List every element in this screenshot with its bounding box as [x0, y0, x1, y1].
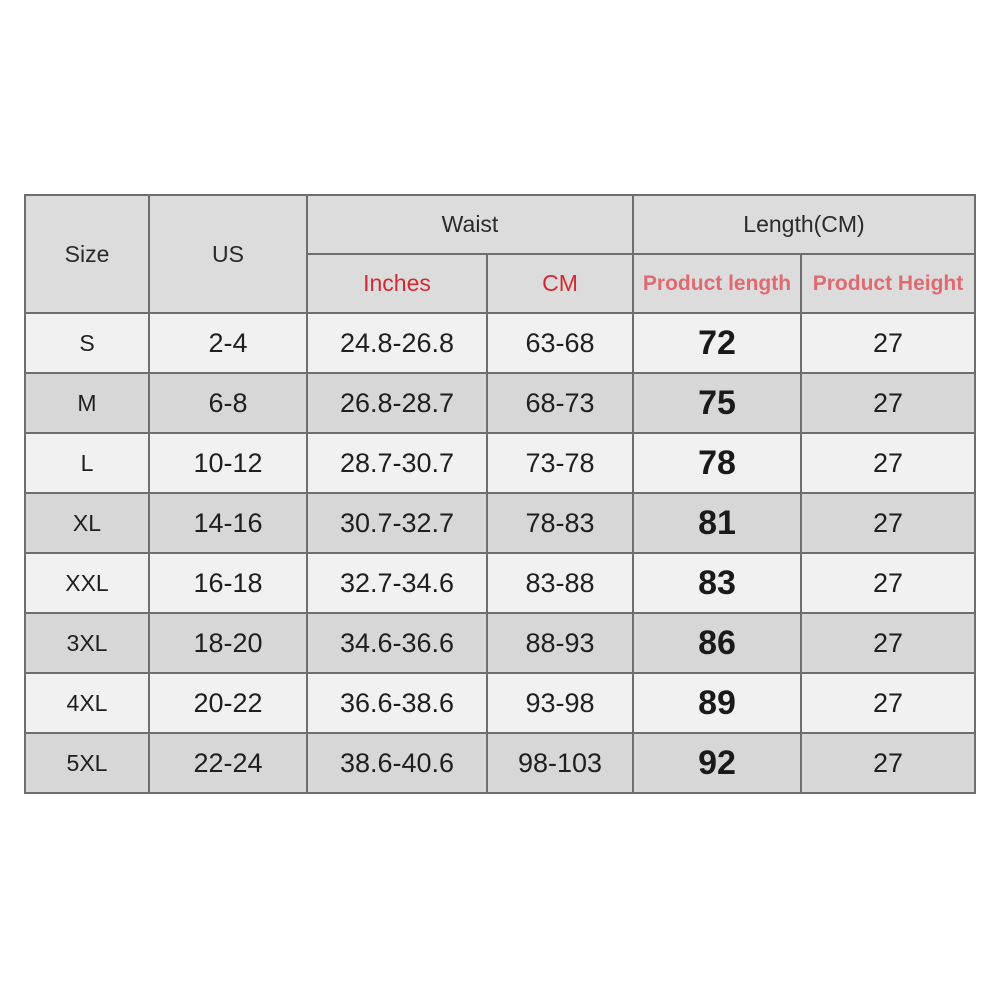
size-cell: 4XL [25, 673, 149, 733]
waist-cm-cell: 73-78 [487, 433, 633, 493]
waist-inches-cell: 30.7-32.7 [307, 493, 487, 553]
cm-header: CM [487, 254, 633, 313]
us-cell: 6-8 [149, 373, 307, 433]
product-length-header: Product length [633, 254, 801, 313]
waist-cm-cell: 83-88 [487, 553, 633, 613]
size-cell: 3XL [25, 613, 149, 673]
product-height-cell: 27 [801, 373, 975, 433]
waist-inches-cell: 28.7-30.7 [307, 433, 487, 493]
length-group-header: Length(CM) [633, 195, 975, 254]
table-row [25, 493, 975, 553]
us-cell: 22-24 [149, 733, 307, 793]
us-cell: 14-16 [149, 493, 307, 553]
product-height-cell: 27 [801, 313, 975, 373]
product-length-cell: 89 [633, 673, 801, 733]
size-cell: L [25, 433, 149, 493]
us-cell: 18-20 [149, 613, 307, 673]
waist-inches-cell: 32.7-34.6 [307, 553, 487, 613]
product-height-cell: 27 [801, 433, 975, 493]
us-cell: 10-12 [149, 433, 307, 493]
table-row [25, 733, 975, 793]
us-cell: 2-4 [149, 313, 307, 373]
waist-header: Waist [307, 195, 633, 254]
product-length-cell: 78 [633, 433, 801, 493]
product-height-cell: 27 [801, 553, 975, 613]
size-cell: XL [25, 493, 149, 553]
us-cell: 16-18 [149, 553, 307, 613]
product-height-cell: 27 [801, 493, 975, 553]
product-height-cell: 27 [801, 733, 975, 793]
us-header: US [149, 195, 307, 313]
waist-inches-cell: 26.8-28.7 [307, 373, 487, 433]
table-row [25, 673, 975, 733]
product-length-cell: 81 [633, 493, 801, 553]
size-cell: S [25, 313, 149, 373]
size-cell: 5XL [25, 733, 149, 793]
waist-cm-cell: 78-83 [487, 493, 633, 553]
waist-cm-cell: 68-73 [487, 373, 633, 433]
us-cell: 20-22 [149, 673, 307, 733]
table-row [25, 553, 975, 613]
waist-cm-cell: 63-68 [487, 313, 633, 373]
table-row [25, 313, 975, 373]
waist-inches-cell: 34.6-36.6 [307, 613, 487, 673]
table-row [25, 373, 975, 433]
product-length-cell: 86 [633, 613, 801, 673]
waist-inches-cell: 24.8-26.8 [307, 313, 487, 373]
table-row [25, 613, 975, 673]
product-height-header: Product Height [801, 254, 975, 313]
inches-header: Inches [307, 254, 487, 313]
product-length-cell: 83 [633, 553, 801, 613]
waist-cm-cell: 98-103 [487, 733, 633, 793]
size-chart-table [24, 194, 976, 794]
size-cell: M [25, 373, 149, 433]
product-length-cell: 75 [633, 373, 801, 433]
waist-inches-cell: 38.6-40.6 [307, 733, 487, 793]
product-length-cell: 72 [633, 313, 801, 373]
waist-cm-cell: 88-93 [487, 613, 633, 673]
size-cell: XXL [25, 553, 149, 613]
header-row-top [25, 195, 975, 254]
table-row [25, 433, 975, 493]
size-header: Size [25, 195, 149, 313]
product-length-cell: 92 [633, 733, 801, 793]
product-height-cell: 27 [801, 613, 975, 673]
waist-inches-cell: 36.6-38.6 [307, 673, 487, 733]
waist-cm-cell: 93-98 [487, 673, 633, 733]
product-height-cell: 27 [801, 673, 975, 733]
